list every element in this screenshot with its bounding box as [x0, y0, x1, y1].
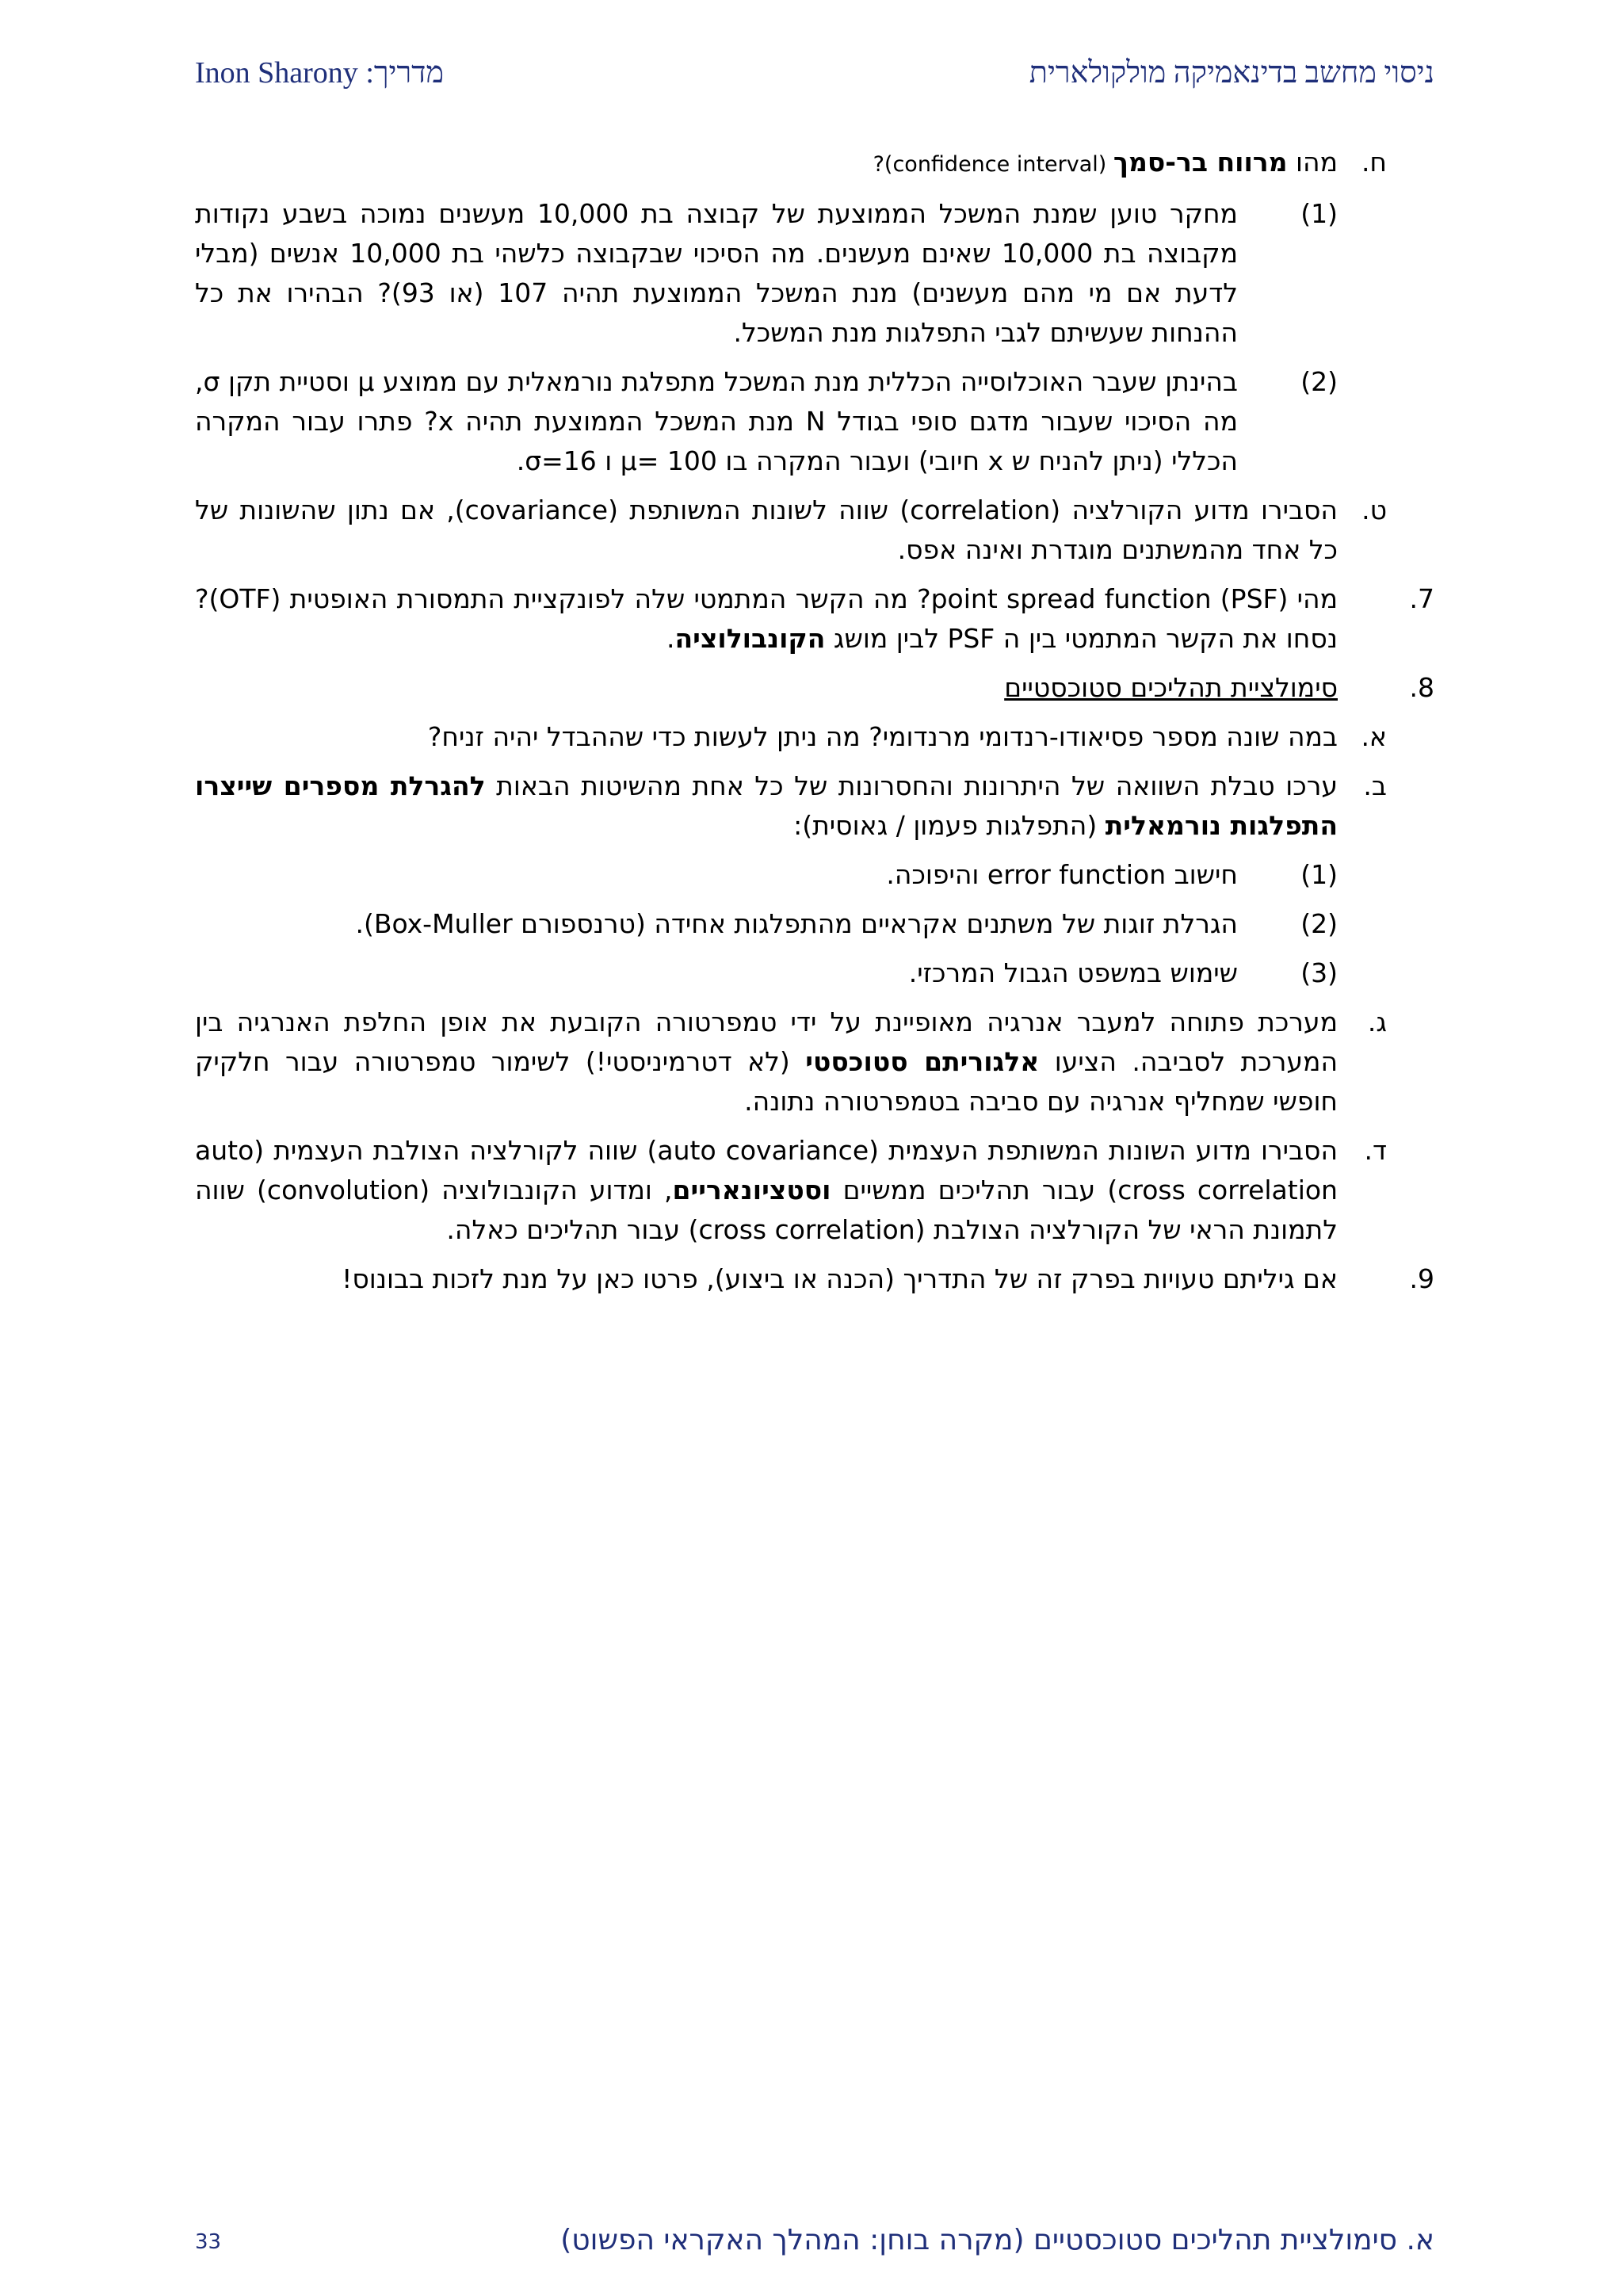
item-number: (3)	[1300, 957, 1338, 988]
header-instructor-label: מדריך:	[365, 56, 444, 90]
question-8-b-1	[195, 855, 1434, 895]
item-number: ט.	[1361, 495, 1387, 525]
header-instructor-name: Inon Sharony	[195, 56, 358, 90]
question-8-a	[195, 717, 1434, 757]
item-text: מחקר טוען שמנת המשכל הממוצעת של קבוצה בת 10,000 מעשנים נמוכה בשבע נקודות מקבוצה בת 10,000 שאינם מעשנים. מה הסיכוי שבקבוצה כלשהי בת 10,000 אנשים (מבלי לדעת אם מי מהם מעשנים) מנת המשכל הממוצעת תהיה 107 (או 93)? הבהירו את כל ההנחות שעשיתם לגבי התפלגות מנת המשכל.	[195, 198, 1239, 348]
question-8	[195, 668, 1434, 708]
item-text: במה שונה מספר פסיאודו-רנדומי מרנדומי? מה ניתן לעשות כדי שההבדל יהיה זניח?	[427, 721, 1338, 752]
item-number: 9.	[1409, 1263, 1434, 1294]
question-h: ח. מהו מרווח בר-סמך (confidence interval)?	[195, 143, 1434, 185]
question-8-b-2	[195, 904, 1434, 944]
question-h-2	[195, 362, 1434, 481]
item-number: ב.	[1363, 770, 1387, 801]
question-8-g: ג. מערכת פתוחה למעבר אנרגיה מאופיינת על ידי טמפרטורה הקובעת את אופן החלפת האנרגיה בין המערכת לסביבה. הציעו אלגוריתם סטוכסטי (לא דטרמיניסטי!) לשימור טמפרטורה עבור חלקיק חופשי שמחליף אנרגיה עם סביבה בטמפרטורה נתונה.	[195, 1003, 1434, 1121]
item-text: שימוש במשפט הגבול המרכזי.	[908, 957, 1238, 988]
footer-chapter: א. סימולציית תהליכים סטוכסטיים (מקרה בוחן: המהלך האקראי הפשוט)	[560, 2224, 1434, 2256]
question-t	[195, 491, 1434, 570]
item-text: מהי point spread function (PSF)? מה הקשר המתמטי שלה לפונקציית התמסורת האופטית (OTF)? נסחו את הקשר המתמטי בין ה PSF לבין מושג	[195, 583, 1338, 654]
item-text: אם גיליתם טעויות בפרק זה של התדריך (הכנה או ביצוע), פרטו כאן על מנת לזכות בבונוס!	[342, 1263, 1338, 1294]
question-8-b-3	[195, 953, 1434, 993]
question-8-d: ד. הסבירו מדוע השונות המשותפת העצמית (auto covariance) שווה לקורלציה הצולבת העצמית (auto cross correlation) עבור תהליכים ממשיים וסטציונאריים, ומדוע הקונבולוציה (convolution) שווה לתמונת הראי של הקורלציה הצולבת (cross correlation) עבור תהליכים כאלה.	[195, 1131, 1434, 1250]
item-text: חישוב error function והיפוכה.	[886, 859, 1238, 890]
section-title: סימולציית תהליכים סטוכסטיים	[1004, 672, 1338, 703]
item-number: (1)	[1300, 198, 1338, 229]
item-number: 7.	[1409, 583, 1434, 614]
item-text: הגרלת זוגות של משתנים אקראיים מהתפלגות אחידה (טרנספורם Box-Muller).	[355, 908, 1238, 939]
item-number: ד.	[1364, 1135, 1387, 1166]
bold-term: להגרלת מספרים שייצרו התפלגות נורמאלית	[195, 770, 1338, 841]
bold-term: אלגוריתם סטוכסטי	[805, 1046, 1040, 1077]
question-9	[195, 1259, 1434, 1299]
question-8-b: ב. ערכו טבלת השוואה של היתרונות והחסרונות של כל אחת מהשיטות הבאות להגרלת מספרים שייצרו התפלגות נורמאלית (התפלגות פעמון / גאוסית):	[195, 766, 1434, 846]
item-number: ח.	[1361, 147, 1387, 178]
header-instructor	[195, 55, 444, 90]
question-7: 7. מהי point spread function (PSF)? מה הקשר המתמטי שלה לפונקציית התמסורת האופטית (OTF)? נסחו את הקשר המתמטי בין ה PSF לבין מושג הקונבולוציה.	[195, 579, 1434, 659]
bold-term: הקונבולוציה	[674, 623, 826, 654]
item-text: בהינתן שעבר האוכלוסייה הכללית מנת המשכל מתפלגת נורמאלית עם ממוצע μ וסטיית תקן σ, מה הסיכוי שעבור מדגם סופי בגודל N מנת המשכל הממוצעת תהיה x? פתרו עבור המקרה הכללי (ניתן להניח ש x חיובי) ועבור המקרה בו μ= 100 ו σ=16.	[195, 366, 1238, 476]
item-text: הסבירו מדוע הקורלציה (correlation) שווה לשונות המשותפת (covariance), אם נתון שהשונות של כל אחד מהמשתנים מוגדרת ואינה אפס.	[195, 495, 1338, 565]
bold-term: מרווח בר-סמך	[1113, 147, 1288, 178]
question-h-1	[195, 194, 1434, 353]
item-number: (2)	[1300, 908, 1338, 939]
header-title: ניסוי מחשב בדינאמיקה מולקולארית	[1029, 56, 1434, 90]
document-body	[195, 143, 1434, 1308]
item-number: א.	[1361, 721, 1387, 752]
bold-term: וסטציונאריים	[672, 1175, 831, 1205]
item-number: (1)	[1300, 859, 1338, 890]
page-number: 33	[195, 2230, 222, 2254]
item-number: ג.	[1367, 1007, 1387, 1037]
item-number: (2)	[1300, 366, 1338, 397]
item-number: 8.	[1409, 672, 1434, 703]
